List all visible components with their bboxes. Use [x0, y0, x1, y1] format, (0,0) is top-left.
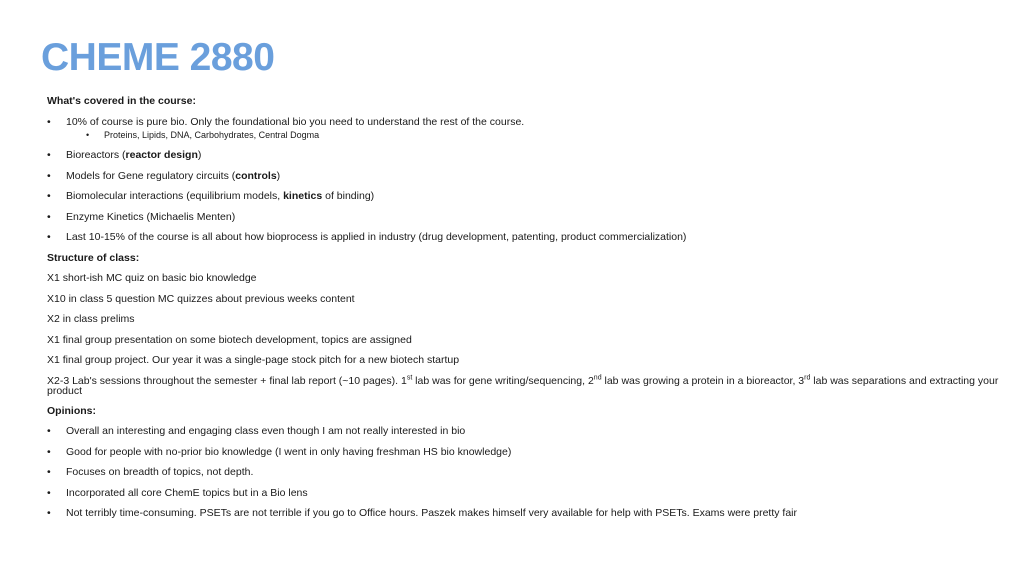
- opinion-bullet-3: • Focuses on breadth of topics, not depth.: [47, 464, 1007, 485]
- opinion-bullet-4: • Incorporated all core ChemE topics but in a Bio lens: [47, 485, 1007, 506]
- structure-heading: Structure of class:: [47, 251, 140, 264]
- slide-body: [47, 93, 1007, 526]
- opinion-bullet-5: • Not terribly time-consuming. PSETs are not terrible if you go to Office hours. Paszek makes himself very available for help with PSETs. Exams were pretty fair: [47, 505, 1007, 526]
- opinion-bullet-1: • Overall an interesting and engaging class even though I am not really interested in bio: [47, 423, 1007, 444]
- covered-bullet-4: • Biomolecular interactions (equilibrium models, kinetics of binding): [47, 188, 1007, 209]
- covered-bullet-2: • Bioreactors (reactor design): [47, 147, 1007, 168]
- opinions-heading: Opinions:: [47, 404, 96, 417]
- covered-sub-bullet: • Proteins, Lipids, DNA, Carbohydrates, Central Dogma: [47, 129, 1007, 143]
- covered-bullet-5: • Enzyme Kinetics (Michaelis Menten): [47, 209, 1007, 230]
- structure-item-5: X1 final group project. Our year it was a single-page stock pitch for a new biotech startup: [47, 354, 460, 366]
- structure-item-4: X1 final group presentation on some biotech development, topics are assigned: [47, 333, 412, 346]
- structure-item-2: X10 in class 5 question MC quizzes about previous weeks content: [47, 292, 355, 305]
- covered-heading: What's covered in the course:: [47, 95, 196, 107]
- covered-bullet-1: • 10% of course is pure bio. Only the foundational bio you need to understand the rest of the course.: [47, 114, 1007, 135]
- opinion-bullet-2: • Good for people with no-prior bio knowledge (I went in only having freshman HS bio knowledge): [47, 444, 1007, 465]
- covered-bullet-6: • Last 10-15% of the course is all about how bioprocess is applied in industry (drug development, patenting, product commercialization): [47, 229, 1007, 250]
- slide-title: CHEME 2880: [41, 36, 275, 79]
- structure-item-6: X2-3 Lab's sessions throughout the semester + final lab report (~10 pages). 1st lab was for gene writing/sequencing, 2nd lab was growing a protein in a bioreactor, 3rd lab was separations and extracting your product: [47, 374, 999, 397]
- covered-bullet-3: • Models for Gene regulatory circuits (controls): [47, 168, 1007, 189]
- structure-item-3: X2 in class prelims: [47, 313, 135, 325]
- structure-item-1: X1 short-ish MC quiz on basic bio knowledge: [47, 272, 257, 284]
